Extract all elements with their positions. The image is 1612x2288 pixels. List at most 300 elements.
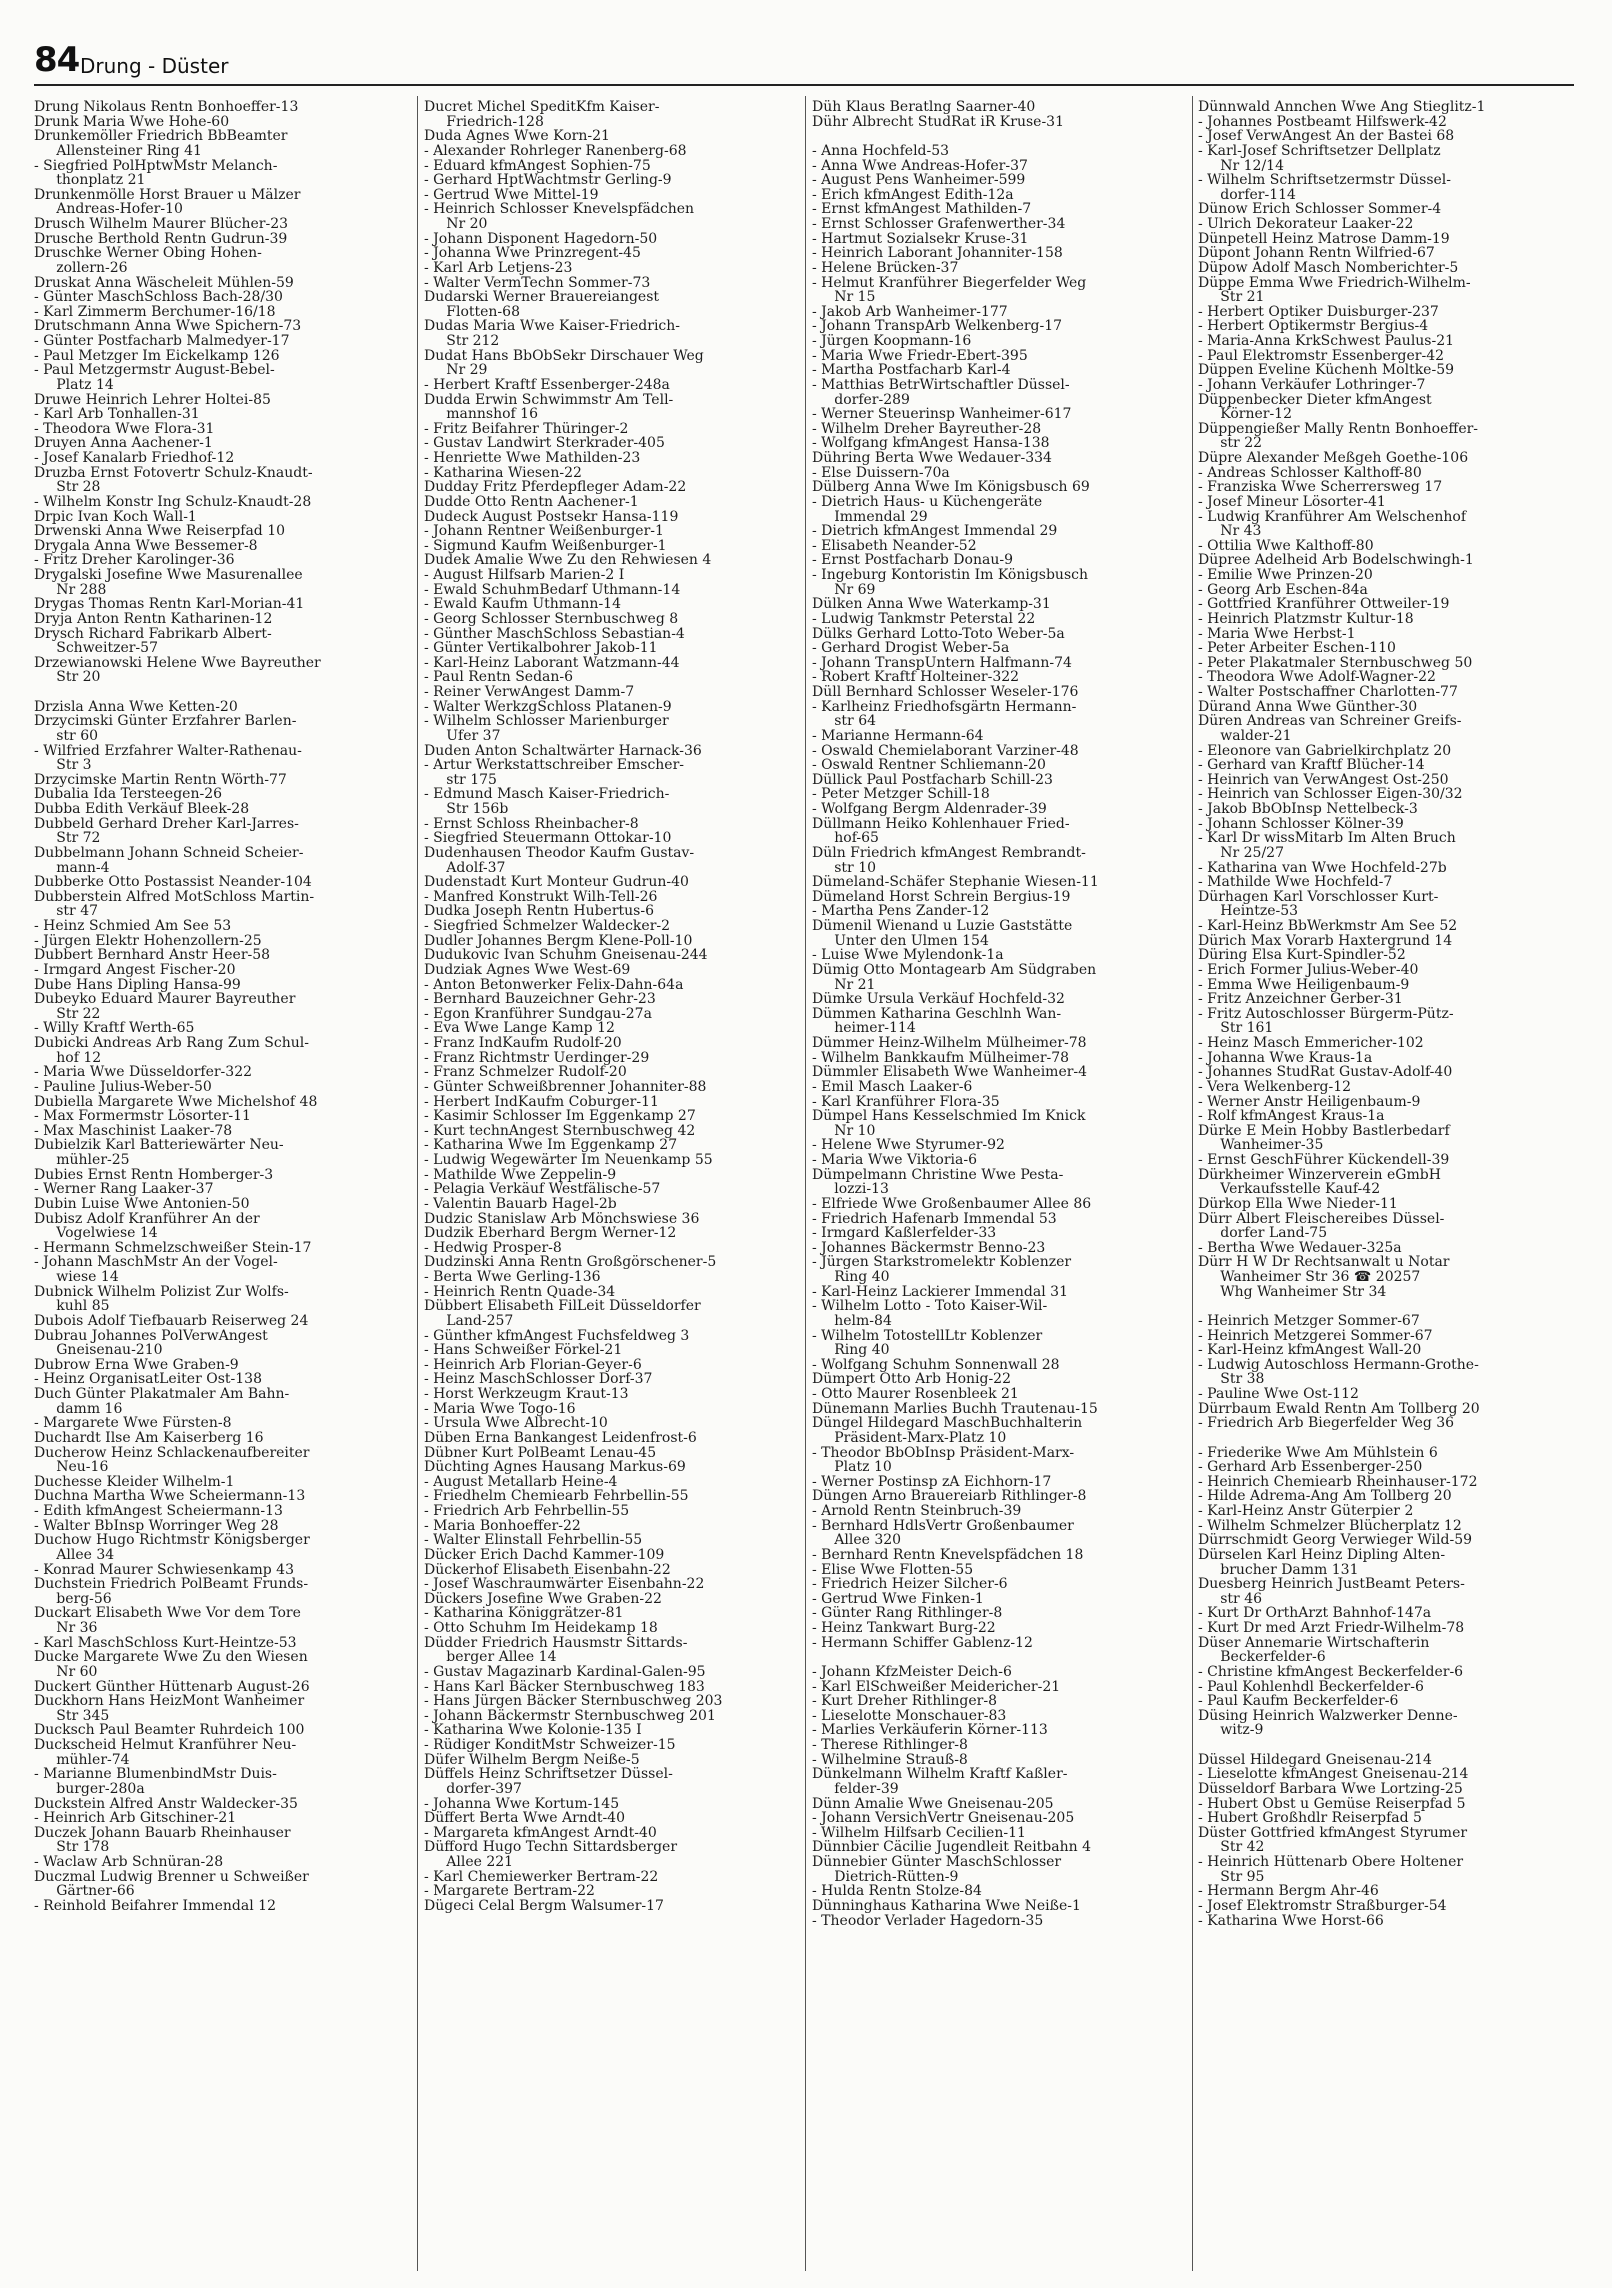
directory-entry-line: - Bernhard Rentn Knevelspfädchen 18	[812, 1547, 1084, 1563]
directory-entry-line: Druwe Heinrich Lehrer Holtei-85	[34, 392, 271, 408]
directory-entry-line: Düffert Berta Wwe Arndt-40	[424, 1811, 625, 1826]
directory-entry-line: mühler-74	[34, 1752, 130, 1768]
directory-entry-line: - Heinz Tankwart Burg-22	[812, 1621, 996, 1636]
directory-entry-line: Nr 69	[812, 582, 876, 598]
directory-entry-line: - Erich Former Julius-Weber-40	[1198, 962, 1419, 978]
directory-entry-line: - Hubert Obst u Gemüse Reiserpfad 5	[1198, 1796, 1466, 1812]
directory-entry-line: - Heinrich van Schlosser Eigen-30/32	[1198, 787, 1463, 802]
directory-entry-line: - Paul Rentn Sedan-6	[424, 670, 574, 685]
directory-entry-line: - Emma Wwe Heiligenbaum-9	[1198, 977, 1410, 993]
directory-entry-line: str 46	[1198, 1591, 1263, 1607]
directory-entry-line: berger Allee 14	[424, 1650, 557, 1665]
directory-entry-line: - Franz Schmelzer Rudolf-20	[424, 1065, 627, 1080]
directory-entry-line: - Fritz Anzeichner Gerber-31	[1198, 992, 1403, 1007]
directory-entry-line: Duch Günter Plakatmaler Am Bahn-	[34, 1387, 290, 1402]
directory-entry-line: Flotten-68	[424, 304, 520, 320]
directory-entry-line: - Ingeburg Kontoristin Im Königsbusch	[812, 568, 1088, 583]
directory-entry-line: - Hubert Großhdlr Reiserpfad 5	[1198, 1811, 1422, 1826]
directory-entry-line: - Karl Chemiewerker Bertram-22	[424, 1869, 659, 1885]
directory-entry-line: - Erich kfmAngest Edith-12a	[812, 187, 1014, 203]
directory-entry-line: - Hans Karl Bäcker Sternbuschweg 183	[424, 1679, 705, 1695]
directory-entry-line: Nr 12/14	[1198, 158, 1284, 174]
directory-entry-line: - Wolfgang Schuhm Sonnenwall 28	[812, 1357, 1060, 1373]
directory-entry-line: Duchstein Friedrich PolBeamt Frunds-	[34, 1577, 309, 1592]
directory-entry-line: Str 95	[1198, 1869, 1265, 1885]
directory-entry-line: - Friedrich Hafenarb Immendal 53	[812, 1211, 1057, 1227]
directory-entry-line: - Heinrich Arb Gitschiner-21	[34, 1811, 237, 1826]
directory-entry-line: - Ulrich Dekorateur Laaker-22	[1198, 217, 1414, 232]
directory-entry-line: Dubnick Wilhelm Polizist Zur Wolfs-	[34, 1284, 289, 1300]
directory-entry-line: - Wilhelm TotostellLtr Koblenzer	[812, 1328, 1043, 1344]
directory-entry-line: - Siegfried PolHptwMstr Melanch-	[34, 158, 278, 174]
directory-entry-line: Neu-16	[34, 1460, 109, 1475]
directory-entry-line: Duckscheid Helmut Kranführer Neu-	[34, 1738, 297, 1753]
directory-entry-line: - Gerhard HptWachtmstr Gerling-9	[424, 173, 672, 188]
directory-entry-line: Drygalski Josefine Wwe Masurenallee	[34, 568, 303, 583]
directory-entry-line: - Gerhard van Kraftf Blücher-14	[1198, 758, 1425, 773]
directory-entry-line: - Maria Wwe Düsseldorfer-322	[34, 1065, 253, 1080]
directory-entry-line: Str 345	[34, 1708, 110, 1724]
directory-entry-line: - Mathilde Wwe Zeppelin-9	[424, 1167, 617, 1183]
directory-entry-line: - Katharina Wiesen-22	[424, 465, 582, 481]
directory-entry-line: Dürrbaum Ewald Rentn Am Tollberg 20	[1198, 1401, 1480, 1417]
directory-entry-line: Nr 60	[34, 1664, 98, 1680]
directory-entry-line: - Heinrich Chemiearb Rheinhauser-172	[1198, 1474, 1478, 1490]
directory-entry-line: - Lieselotte Monschauer-83	[812, 1708, 1007, 1724]
directory-entry-line: Str 178	[34, 1840, 110, 1855]
directory-entry-line: - Günter Schweißbrenner Johanniter-88	[424, 1079, 707, 1095]
directory-entry-line: Duden Anton Schaltwärter Harnack-36	[424, 743, 702, 759]
directory-entry-line: Dubrow Erna Wwe Graben-9	[34, 1357, 239, 1373]
directory-entry-line: - Friedrich Arb Biegerfelder Weg 36	[1198, 1416, 1455, 1431]
directory-entry-line: Whg Wanheimer Str 34	[1198, 1284, 1387, 1300]
directory-entry-line: - Reiner VerwAngest Damm-7	[424, 685, 635, 700]
directory-entry-line: - Jakob Arb Wanheimer-177	[812, 304, 1008, 320]
directory-entry-line: - Marianne BlumenbindMstr Duis-	[34, 1767, 277, 1782]
directory-entry-line: Dubberstein Alfred MotSchloss Martin-	[34, 889, 315, 905]
directory-entry-line: Drusche Berthold Rentn Gudrun-39	[34, 231, 288, 247]
directory-entry-line: Dünkelmann Wilhelm Kraftf Kaßler-	[812, 1767, 1068, 1782]
directory-entry-line: - Johann VersichVertr Gneisenau-205	[812, 1811, 1075, 1826]
directory-entry-line: - Elfriede Wwe Großenbaumer Allee 86	[812, 1196, 1092, 1212]
directory-entry-line: Drunk Maria Wwe Hohe-60	[34, 114, 230, 130]
directory-entry-line: Nr 10	[812, 1123, 876, 1139]
header-rule	[34, 84, 1574, 86]
directory-entry-line: - Heinz Schmied Am See 53	[34, 919, 232, 934]
directory-entry-line: - Pelagia Verkäuf Westfälische-57	[424, 1182, 661, 1197]
directory-entry-line: Beckerfelder-6	[1198, 1650, 1326, 1665]
directory-entry-line: str 10	[812, 860, 877, 876]
directory-entry-line: - Wilhelm Schriftsetzermstr Düssel-	[1198, 173, 1451, 188]
directory-entry-line: Druzba Ernst Fotovertr Schulz-Knaudt-	[34, 465, 313, 481]
directory-entry-line: - Karl Zimmerm Berchumer-16/18	[34, 304, 276, 320]
directory-entry-line: Dünnbier Cäcilie Jugendleit Reitbahn 4	[812, 1840, 1092, 1855]
directory-entry-line: Drzycimske Martin Rentn Wörth-77	[34, 772, 287, 788]
directory-entry-line: - Kurt Dr OrthArzt Bahnhof-147a	[1198, 1606, 1432, 1621]
directory-entry-line: - Otto Maurer Rosenbleek 21	[812, 1387, 1019, 1402]
directory-entry-line: Dümpelmann Christine Wwe Pesta-	[812, 1167, 1064, 1183]
directory-entry-line: Düpre Alexander Meßgeh Goethe-106	[1198, 451, 1469, 466]
directory-entry-line: Dünpetell Heinz Matrose Damm-19	[1198, 231, 1450, 247]
directory-entry-line: thonplatz 21	[34, 173, 146, 188]
directory-entry-line: Allensteiner Ring 41	[34, 143, 202, 159]
directory-entry-line: - Wilhelm Schmelzer Blücherplatz 12	[1198, 1518, 1462, 1534]
directory-entry-line: - Ludwig Wegewärter Im Neuenkamp 55	[424, 1153, 713, 1168]
directory-entry-line: Dubrau Johannes PolVerwAngest	[34, 1328, 268, 1344]
directory-entry-line: Str 20	[34, 670, 101, 685]
directory-entry-line: Str 212	[424, 334, 500, 349]
directory-entry-line: - Peter Arbeiter Eschen-110	[1198, 641, 1396, 656]
directory-entry-line: Dümpert Otto Arb Honig-22	[812, 1372, 1011, 1387]
directory-entry-line: - Friedrich Arb Fehrbellin-55	[424, 1504, 630, 1519]
directory-entry-line: - Jakob BbObInsp Nettelbeck-3	[1198, 802, 1418, 817]
directory-entry-line: - Irmgard Kaßlerfelder-33	[812, 1226, 997, 1241]
directory-entry-line: - Reinhold Beifahrer Immendal 12	[34, 1898, 276, 1914]
directory-entry-line: - Matthias BetrWirtschaftler Düssel-	[812, 377, 1070, 393]
directory-entry-line: Dünnwald Annchen Wwe Ang Stieglitz-1	[1198, 100, 1486, 115]
directory-entry-line: - August Metallarb Heine-4	[424, 1474, 618, 1490]
directory-entry-line: - Theodor BbObInsp Präsident-Marx-	[812, 1445, 1075, 1461]
directory-entry-line: Dubba Edith Verkäuf Bleek-28	[34, 802, 250, 817]
directory-entry-line: - Fritz Autoschlosser Bürgerm-Pütz-	[1198, 1006, 1454, 1022]
directory-entry-line: Düpree Adelheid Arb Bodelschwingh-1	[1198, 553, 1474, 568]
directory-entry-line: - Karl Arb Letjens-23	[424, 260, 573, 276]
directory-entry-line: - Hans Jürgen Bäcker Sternbuschweg 203	[424, 1694, 723, 1709]
directory-entry-line: - Werner Anstr Heiligenbaum-9	[1198, 1094, 1421, 1110]
directory-entry-line: - Wilfried Erzfahrer Walter-Rathenau-	[34, 743, 302, 759]
directory-entry-line: Drusch Wilhelm Maurer Blücher-23	[34, 217, 289, 232]
directory-entry-line: Dubbelmann Johann Schneid Scheier-	[34, 845, 304, 861]
directory-entry-line: Dudziak Agnes Wwe West-69	[424, 962, 631, 978]
directory-entry-line: Dubois Adolf Tiefbauarb Reiserweg 24	[34, 1313, 309, 1329]
directory-entry-line: Drygas Thomas Rentn Karl-Morian-41	[34, 597, 305, 612]
directory-entry-line: - Gerhard Drogist Weber-5a	[812, 641, 1010, 656]
directory-entry-line: - Karl-Heinz Lackierer Immendal 31	[812, 1284, 1068, 1300]
directory-entry-line: - Heinrich Laborant Johanniter-158	[812, 246, 1063, 261]
directory-entry-line: - Hilde Adrema-Ang Am Tollberg 20	[1198, 1489, 1452, 1504]
directory-entry-line: - Georg Arb Eschen-84a	[1198, 582, 1368, 598]
directory-entry-line: Ducherow Heinz Schlackenaufbereiter	[34, 1445, 310, 1461]
directory-entry-line: - Hedwig Prosper-8	[424, 1240, 562, 1256]
directory-entry-line: Dudzinski Anna Rentn Großgörschener-5	[424, 1255, 717, 1270]
directory-entry-line: Düdder Friedrich Hausmstr Sittards-	[424, 1635, 688, 1651]
directory-entry-line: - Walter Postschaffner Charlotten-77	[1198, 685, 1458, 700]
directory-entry-line: Düpow Adolf Masch Nomberichter-5	[1198, 260, 1459, 276]
directory-entry-line: - Elise Wwe Flotten-55	[812, 1562, 974, 1578]
directory-entry-line: Str 72	[34, 831, 101, 846]
directory-entry-line: - Peter Plakatmaler Sternbuschweg 50	[1198, 655, 1473, 671]
directory-entry-line: - Hermann Schmelzschweißer Stein-17	[34, 1240, 312, 1256]
directory-entry-line: Düffels Heinz Schriftsetzer Düssel-	[424, 1767, 673, 1782]
blank-line	[812, 129, 1187, 144]
directory-entry-line: Dümmen Katharina Geschlnh Wan-	[812, 1006, 1062, 1022]
directory-entry-line: brucher Damm 131	[1198, 1562, 1359, 1578]
directory-entry-line: - Ernst kfmAngest Mathilden-7	[812, 202, 1032, 217]
directory-entry-line: - Else Duissern-70a	[812, 465, 950, 481]
directory-entry-line: Düllick Paul Postfacharb Schill-23	[812, 772, 1053, 788]
directory-entry-line: - Margarete Wwe Fürsten-8	[34, 1416, 232, 1431]
directory-entry-line: Dubbert Bernhard Anstr Heer-58	[34, 948, 271, 963]
blank-line	[1198, 1431, 1573, 1446]
directory-entry-line: - Gertrud Wwe Mittel-19	[424, 187, 599, 203]
directory-entry-line: Dudday Fritz Pferdepfleger Adam-22	[424, 480, 687, 495]
directory-entry-line: - Robert Kraftf Holteiner-322	[812, 670, 1020, 685]
directory-entry-line: Düster Gottfried kfmAngest Styrumer	[1198, 1825, 1468, 1841]
directory-entry-line: - Oswald Rentner Schliemann-20	[812, 758, 1046, 773]
directory-entry-line: - Irmgard Angest Fischer-20	[34, 962, 236, 978]
directory-entry-line: - Eva Wwe Lange Kamp 12	[424, 1021, 615, 1036]
directory-entry-line: - Günter Vertikalbohrer Jakob-11	[424, 641, 658, 656]
directory-entry-line: Duckart Elisabeth Wwe Vor dem Tore	[34, 1606, 301, 1621]
blank-line	[1198, 1738, 1573, 1753]
directory-entry-line: Dürr H W Dr Rechtsanwalt u Notar	[1198, 1255, 1450, 1270]
directory-entry-line: Dückers Josefine Wwe Graben-22	[424, 1591, 662, 1607]
directory-entry-line: - Werner Postinsp zA Eichhorn-17	[812, 1474, 1052, 1490]
directory-entry-line: heimer-114	[812, 1021, 916, 1036]
directory-entry-line: str 175	[424, 772, 497, 788]
directory-entry-line: - Henriette Wwe Mathilden-23	[424, 451, 641, 466]
directory-entry-line: Allee 34	[34, 1547, 115, 1563]
directory-entry-line: - Paul Kohlenhdl Beckerfelder-6	[1198, 1679, 1424, 1695]
column-divider	[417, 96, 418, 2271]
directory-entry-line: mannshof 16	[424, 407, 538, 422]
directory-entry-line: - Karl Kranführer Flora-35	[812, 1094, 1000, 1110]
directory-entry-line: - Josef VerwAngest An der Bastei 68	[1198, 129, 1455, 144]
directory-entry-line: Dudenstadt Kurt Monteur Gudrun-40	[424, 875, 689, 890]
directory-entry-line: Ring 40	[812, 1270, 890, 1285]
blank-line	[1198, 1299, 1573, 1314]
directory-entry-line: - Ludwig Kranführer Am Welschenhof	[1198, 509, 1466, 525]
directory-entry-line: - Arnold Rentn Steinbruch-39	[812, 1504, 1022, 1519]
directory-entry-line: Düppe Emma Wwe Friedrich-Wilhelm-	[1198, 275, 1471, 291]
directory-entry-line: - Martha Postfacharb Karl-4	[812, 363, 1011, 378]
directory-entry-line: Ufer 37	[424, 728, 501, 744]
directory-entry-line: - Heinz OrganisatLeiter Ost-138	[34, 1372, 262, 1387]
directory-entry-line: Dudzic Stanislaw Arb Mönchswiese 36	[424, 1211, 700, 1227]
directory-entry-line: - Ottilia Wwe Kalthoff-80	[1198, 538, 1374, 554]
directory-entry-line: Düngen Arno Brauereiarb Rithlinger-8	[812, 1489, 1087, 1504]
directory-entry-line: - Günther kfmAngest Fuchsfeldweg 3	[424, 1328, 690, 1344]
directory-entry-line: - Maria-Anna KrkSchwest Paulus-21	[1198, 334, 1455, 349]
directory-entry-line: Vogelwiese 14	[34, 1226, 158, 1241]
directory-entry-line: - Anna Hochfeld-53	[812, 143, 950, 159]
directory-entry-line: Dudka Joseph Rentn Hubertus-6	[424, 904, 654, 919]
directory-entry-line: Dürand Anna Wwe Günther-30	[1198, 699, 1418, 715]
directory-entry-line: - Josef Mineur Lösorter-41	[1198, 494, 1386, 510]
directory-entry-line: Dürich Max Vorarb Haxtergrund 14	[1198, 933, 1453, 949]
directory-entry-line: Str 28	[34, 480, 101, 495]
directory-entry-line: - Karl-Heinz kfmAngest Wall-20	[1198, 1343, 1422, 1358]
directory-entry-line: - Karl MaschSchloss Kurt-Heintze-53	[34, 1635, 297, 1651]
directory-entry-line: Nr 288	[34, 582, 107, 598]
directory-entry-line: Drzycimski Günter Erzfahrer Barlen-	[34, 714, 297, 729]
directory-entry-line: Dürr Albert Fleischereibes Düssel-	[1198, 1211, 1445, 1227]
directory-entry-line: Dürkheimer Winzerverein eGmbH	[1198, 1167, 1441, 1183]
directory-entry-line: Drunkenmölle Horst Brauer u Mälzer	[34, 187, 301, 203]
directory-entry-line: - Max Formermstr Lösorter-11	[34, 1109, 251, 1124]
directory-entry-line: Dubberke Otto Postassist Neander-104	[34, 875, 312, 890]
directory-entry-line: felder-39	[812, 1781, 899, 1797]
directory-entry-line: - August Pens Wanheimer-599	[812, 173, 1026, 188]
directory-entry-line: Düll Bernhard Schlosser Weseler-176	[812, 685, 1079, 700]
directory-entry-line: Düchting Agnes Hausang Markus-69	[424, 1460, 686, 1475]
directory-entry-line: berg-56	[34, 1591, 112, 1607]
directory-entry-line: - Karl Arb Tonhallen-31	[34, 407, 200, 422]
directory-entry-line: - Konrad Maurer Schwiesenkamp 43	[34, 1562, 294, 1578]
directory-entry-line: Str 42	[1198, 1840, 1265, 1855]
directory-entry-line: - Wilhelm Dreher Bayreuther-28	[812, 421, 1042, 437]
directory-entry-line: - Margarete Bertram-22	[424, 1884, 595, 1899]
directory-entry-line: Dudas Maria Wwe Kaiser-Friedrich-	[424, 319, 681, 334]
directory-entry-line: Düsseldorf Barbara Wwe Lortzing-25	[1198, 1781, 1463, 1797]
directory-entry-line: - Bertha Wwe Wedauer-325a	[1198, 1240, 1402, 1256]
directory-entry-line: - Karl-Josef Schriftsetzer Dellplatz	[1198, 143, 1441, 159]
directory-entry-line: wiese 14	[34, 1270, 119, 1285]
directory-entry-line: - Paul Elektromstr Essenberger-42	[1198, 348, 1445, 364]
directory-entry-line: - Peter Metzger Schill-18	[812, 787, 990, 802]
directory-entry-line: Drysch Richard Fabrikarb Albert-	[34, 626, 272, 642]
directory-entry-line: Platz 14	[34, 377, 114, 393]
directory-entry-line: - Werner Steuerinsp Wanheimer-617	[812, 407, 1072, 422]
directory-entry-line: Dügeci Celal Bergm Walsumer-17	[424, 1898, 664, 1914]
directory-entry-line: - Edmund Masch Kaiser-Friedrich-	[424, 787, 670, 802]
directory-entry-line: - Kurt technAngest Sternbuschweg 42	[424, 1123, 696, 1139]
directory-entry-line: str 22	[1198, 436, 1263, 451]
directory-entry-line: - Johanna Wwe Kraus-1a	[1198, 1050, 1373, 1066]
directory-entry-line: Dülks Gerhard Lotto-Toto Weber-5a	[812, 626, 1065, 642]
directory-entry-line: Dürke E Mein Hobby Bastlerbedarf	[1198, 1123, 1450, 1139]
directory-entry-line: Dühr Albrecht StudRat iR Kruse-31	[812, 114, 1064, 130]
directory-entry-line: - August Hilfsarb Marien-2 I	[424, 568, 625, 583]
directory-entry-line: - Heinrich Hüttenarb Obere Holtener	[1198, 1855, 1464, 1870]
directory-entry-line: Dümeland Horst Schrein Bergius-19	[812, 889, 1071, 905]
directory-entry-line: - Ernst GeschFührer Kückendell-39	[1198, 1153, 1450, 1168]
directory-entry-line: mann-4	[34, 860, 110, 876]
directory-entry-line: Dübbert Elisabeth FilLeit Düsseldorfer	[424, 1299, 701, 1314]
directory-entry-line: - Karlheinz Friedhofsgärtn Hermann-	[812, 699, 1077, 715]
directory-entry-line: Düpont Johann Rentn Wilfried-67	[1198, 246, 1435, 261]
directory-entry-line: Land-257	[424, 1313, 514, 1329]
directory-column-1	[34, 100, 409, 2270]
directory-entry-line: - Hartmut Sozialsekr Kruse-31	[812, 231, 1029, 247]
directory-entry-line: - Dietrich Haus- u Küchengeräte	[812, 494, 1043, 510]
directory-entry-line: - Valentin Bauarb Hagel-2b	[424, 1196, 617, 1212]
directory-entry-line: Dürhagen Karl Vorschlosser Kurt-	[1198, 889, 1439, 905]
directory-entry-line: - Siegfried Steuermann Ottokar-10	[424, 831, 672, 846]
directory-entry-line: - Johann Schlosser Kölner-39	[1198, 816, 1404, 832]
directory-entry-line: - Johannes Postbeamt Hilfswerk-42	[1198, 114, 1447, 130]
directory-entry-line: Wanheimer Str 36 ☎ 20257	[1198, 1270, 1421, 1285]
directory-entry-line: Präsident-Marx-Platz 10	[812, 1430, 1007, 1446]
directory-entry-line: Ducret Michel SpeditKfm Kaiser-	[424, 100, 660, 115]
directory-entry-line: Dudzik Eberhard Bergm Werner-12	[424, 1226, 677, 1241]
directory-entry-line: - Heinz Masch Emmericher-102	[1198, 1036, 1424, 1051]
directory-entry-line: - Gerhard Arb Essenberger-250	[1198, 1460, 1423, 1475]
directory-entry-line: - Karl-Heinz Laborant Watzmann-44	[424, 655, 680, 671]
directory-entry-line: Drwenski Anna Wwe Reiserpfad 10	[34, 524, 286, 539]
directory-entry-line: - Walter BbInsp Worringer Weg 28	[34, 1518, 279, 1534]
directory-entry-line: - Helene Wwe Styrumer-92	[812, 1138, 1005, 1153]
directory-entry-line: Dudeck August Postsekr Hansa-119	[424, 509, 679, 525]
directory-entry-line: kuhl 85	[34, 1299, 110, 1314]
directory-entry-line: Dümeland-Schäfer Stephanie Wiesen-11	[812, 875, 1099, 890]
directory-entry-line: - Vera Welkenberg-12	[1198, 1079, 1352, 1095]
directory-entry-line: - Heinrich Metzgerei Sommer-67	[1198, 1328, 1433, 1344]
directory-entry-line: dorfer-289	[812, 392, 910, 408]
directory-entry-line: - Max Maschinist Laaker-78	[34, 1123, 233, 1139]
directory-entry-line: Duckert Günther Hüttenarb August-26	[34, 1679, 310, 1695]
directory-entry-line: Dudde Otto Rentn Aachener-1	[424, 494, 639, 510]
directory-entry-line: - Dietrich kfmAngest Immendal 29	[812, 524, 1058, 539]
directory-entry-line: Nr 21	[812, 977, 876, 993]
directory-entry-line: Schweitzer-57	[34, 641, 158, 656]
directory-entry-line: Dümmler Elisabeth Wwe Wanheimer-4	[812, 1065, 1088, 1080]
directory-entry-line: - Friederike Wwe Am Mühlstein 6	[1198, 1445, 1438, 1461]
directory-entry-line: Drygala Anna Wwe Bessemer-8	[34, 538, 258, 554]
directory-entry-line: - Johannes StudRat Gustav-Adolf-40	[1198, 1065, 1453, 1080]
directory-entry-line: - Heinrich van VerwAngest Ost-250	[1198, 772, 1449, 788]
directory-entry-line: - Günter Rang Rithlinger-8	[812, 1606, 1003, 1621]
directory-entry-line: - Ewald SchuhmBedarf Uthmann-14	[424, 582, 681, 598]
directory-entry-line: - Katharina Königgrätzer-81	[424, 1606, 624, 1621]
directory-entry-line: Duckhorn Hans HeizMont Wanheimer	[34, 1694, 305, 1709]
directory-entry-line: Nr 20	[424, 217, 488, 232]
directory-entry-line: - Paul Kaufm Beckerfelder-6	[1198, 1694, 1399, 1709]
directory-entry-line: Dürrschmidt Georg Verwieger Wild-59	[1198, 1533, 1473, 1548]
directory-entry-line: Dümenil Wienand u Luzie Gaststätte	[812, 919, 1073, 934]
directory-entry-line: Düring Elsa Kurt-Spindler-52	[1198, 948, 1406, 963]
directory-entry-line: - Therese Rithlinger-8	[812, 1738, 968, 1753]
directory-entry-line: - Hermann Schiffer Gablenz-12	[812, 1635, 1033, 1651]
directory-entry-line: Heintze-53	[1198, 904, 1299, 919]
directory-entry-line: Drpic Ivan Koch Wall-1	[34, 509, 197, 525]
directory-entry-line: Drung Nikolaus Rentn Bonhoeffer-13	[34, 100, 299, 115]
directory-entry-line: Verkaufsstelle Kauf-42	[1198, 1182, 1381, 1197]
directory-entry-line: - Gottfried Kranführer Ottweiler-19	[1198, 597, 1450, 612]
directory-entry-line: str 47	[34, 904, 99, 919]
directory-entry-line: - Johann Rentner Weißenburger-1	[424, 524, 664, 539]
directory-entry-line: Nr 29	[424, 363, 488, 378]
directory-entry-line: - Paul Metzger Im Eickelkamp 126	[34, 348, 280, 364]
directory-entry-line: - Theodora Wwe Adolf-Wagner-22	[1198, 670, 1436, 685]
directory-column-3	[812, 100, 1187, 2270]
directory-entry-line: - Manfred Konstrukt Wilh-Tell-26	[424, 889, 658, 905]
directory-entry-line: - Heinrich Rentn Quade-34	[424, 1284, 616, 1300]
directory-column-2	[424, 100, 799, 2270]
directory-entry-line: Duda Agnes Wwe Korn-21	[424, 129, 610, 144]
directory-entry-line: Friedrich-128	[424, 114, 544, 130]
directory-entry-line: Platz 10	[812, 1460, 892, 1475]
directory-entry-line: - Anton Betonwerker Felix-Dahn-64a	[424, 977, 684, 993]
directory-entry-line: - Andreas Schlosser Kalthoff-80	[1198, 465, 1422, 481]
directory-entry-line: Düfford Hugo Techn Sittardsberger	[424, 1840, 678, 1855]
directory-entry-line: - Günter Postfacharb Malmedyer-17	[34, 334, 290, 349]
directory-entry-line: - Emilie Wwe Prinzen-20	[1198, 568, 1373, 583]
directory-entry-line: - Friedhelm Chemiearb Fehrbellin-55	[424, 1489, 689, 1504]
directory-entry-line: - Artur Werkstattschreiber Emscher-	[424, 758, 685, 773]
directory-entry-line: Dülberg Anna Wwe Im Königsbusch 69	[812, 480, 1090, 495]
directory-entry-line: Dubalia Ida Tersteegen-26	[34, 787, 223, 802]
directory-entry-line: Düppengießer Mally Rentn Bonhoeffer-	[1198, 421, 1479, 437]
directory-entry-line: - Katharina Wwe Im Eggenkamp 27	[424, 1138, 678, 1153]
directory-entry-line: - Wilhelm Schlosser Marienburger	[424, 714, 669, 729]
directory-entry-line: - Katharina Wwe Horst-66	[1198, 1913, 1384, 1929]
directory-entry-line: Dünninghaus Katharina Wwe Neiße-1	[812, 1898, 1081, 1914]
directory-entry-line: - Georg Schlosser Sternbuschweg 8	[424, 611, 679, 627]
directory-entry-line: - Ernst Schlosser Grafenwerther-34	[812, 217, 1066, 232]
directory-entry-line: hof 12	[34, 1050, 102, 1066]
directory-entry-line: Allee 221	[424, 1855, 514, 1870]
